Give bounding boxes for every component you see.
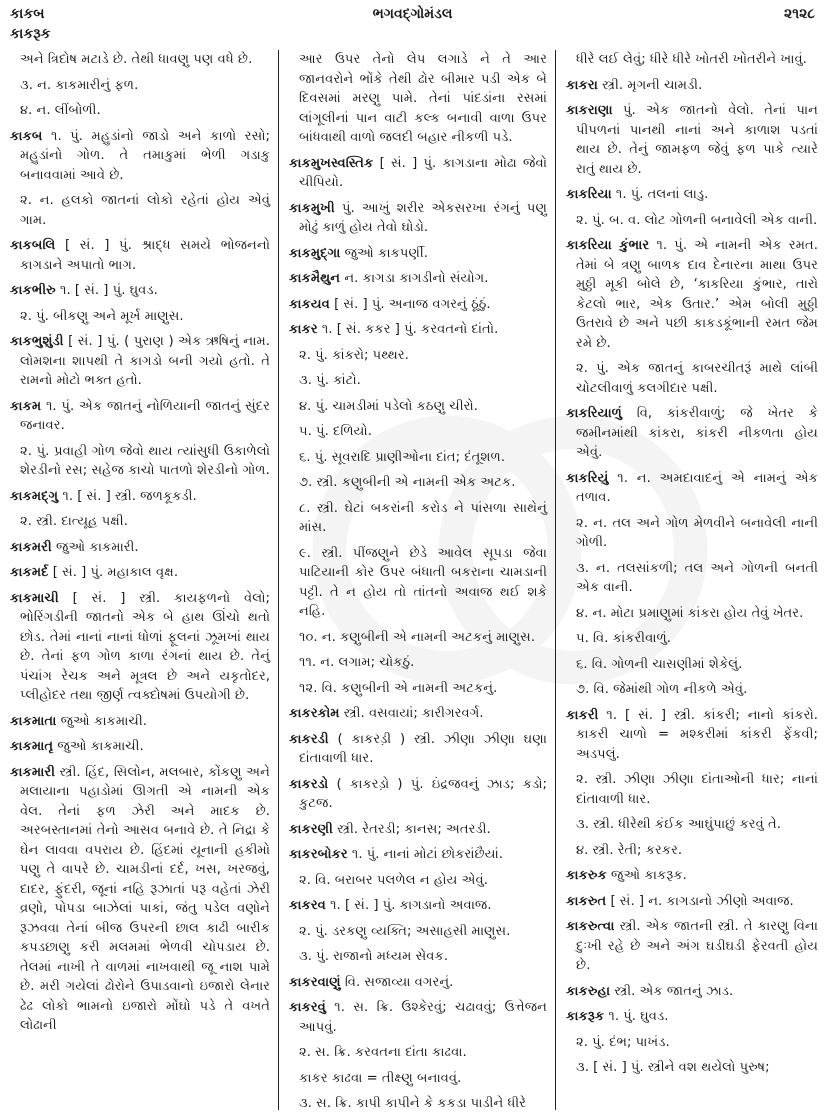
dictionary-entry	[566, 892, 818, 912]
dictionary-entry	[289, 320, 547, 340]
dictionary-entry	[566, 236, 818, 353]
entry-headword: કાકરુહા	[566, 983, 611, 999]
dictionary-entry	[289, 199, 547, 238]
entry-definition: સ્ત્રી. એક જાતનું ઝાડ.	[614, 983, 734, 999]
book-title: ભગવદ્ગોમંડલ	[372, 6, 453, 22]
entry-definition: ૧૦. ન. કણુબીની એ નામની અટકનું માણુસ.	[299, 629, 536, 645]
entry-sense	[289, 871, 547, 891]
entry-headword: કાકમુખસ્વસ્તિક	[289, 155, 374, 171]
entry-sense	[289, 653, 547, 673]
entry-sense	[10, 191, 270, 230]
entry-definition: ૧. ન. અમદાવાદનું એ નામનું એક તળાવ.	[576, 470, 818, 505]
dictionary-entry	[566, 469, 818, 508]
dictionary-entry	[10, 589, 270, 706]
entry-definition: ૧. પું. એક જાતનું નોળિયાની જાતનું સુંદર જનાવર.	[20, 398, 270, 433]
entry-definition: ૩. [ સં. ] પું. સ્ત્રીને વશ થયેલો પુરુષ;	[576, 1060, 770, 1075]
entry-sense	[566, 514, 818, 553]
dictionary-entry	[289, 244, 547, 264]
entry-definition: [ સં. ] સ્ત્રી. કાયફળનો વેલો; ભોરિંગડીની જાતનો એક બે હાથ ઊંચો થતો છોડ. તેમાં નાનાં નાનાં ધોળાં ફૂલનાં ઝૂમખાં થાય છે. તેનાં ફળ ગોળ કાળા રંગનાં થાય છે. તેનું પંચાંગ રેચક અને મૂત્રલ છે અને યકૃતોદર, પ્લીહોદર તથા જીર્ણ ત્વક્દોષમાં ઉપયોગી છે.	[20, 590, 270, 703]
entry-definition: કાકર કાઢવા = તીક્ષ્ણુ બનાવવું.	[299, 1070, 462, 1086]
dictionary-entry	[10, 236, 270, 275]
entry-headword: કાકમાચી	[10, 590, 59, 606]
entry-sense	[10, 101, 270, 121]
entry-sense	[566, 359, 818, 398]
entry-headword: કાકરાણા	[566, 103, 613, 118]
entry-headword: કાકમારી	[10, 764, 55, 780]
entry-definition: જુઓ કાકરૂક.	[611, 868, 687, 883]
entry-headword: કાકરી	[566, 707, 599, 723]
entry-definition: ૩. સ. ક્રિ. કાપી કાપીને કે કકડા પાડીને ધીરે	[299, 1096, 526, 1110]
dictionary-entry	[289, 820, 547, 840]
entry-definition: ૪. સ્ત્રી. રેતી; કરકર.	[576, 842, 683, 858]
entry-definition: ૨. પું. પ્રવાહી ગોળ જેવો થાય ત્યાંસુધી ઉકાળેલો શેરડીનો રસ; સહેજ કાચો પાતળો શેરડીનો ગોળ.	[20, 443, 270, 478]
entry-definition: પું. એક જાતનો વેલો. તેનાં પાન પીપળનાં પાનથી નાનાં અને કાળાશ પડતાં થાય છે. તેનું જામફળ જેવું ફળ પાકે ત્યારે રાતું થાય છે.	[576, 103, 818, 177]
entry-sense	[289, 346, 547, 366]
dictionary-entry	[289, 154, 547, 193]
entry-sense	[566, 559, 818, 598]
entry-sense	[289, 473, 547, 493]
entry-sense	[566, 841, 818, 861]
entry-definition: [ સં. ] ન. કાગડાનો ઝીણો અવાજ.	[610, 893, 794, 909]
entry-definition: જુઓ કાકમાચી.	[60, 713, 147, 729]
entry-definition: ૧. [ સં. ] પું. ઘુવડ.	[60, 283, 158, 298]
entry-headword: કાકરિયા	[566, 187, 612, 202]
page-number: ૨૧૨૮	[784, 6, 815, 22]
entry-definition: ૬. પું. સૂવરાદિ પ્રાણીઓના દાંત; દંતૂશળ.	[299, 449, 506, 465]
entry-sense	[566, 629, 818, 649]
entry-definition: ૨. પું. બીકણુ અને મૂર્ખ માણુસ.	[20, 308, 184, 324]
entry-headword: કાકમુખી	[289, 200, 335, 216]
entry-definition: ૧. [ સં. ] સ્ત્રી. જળકૂકડી.	[62, 488, 197, 504]
entry-headword: કાકમ	[10, 398, 42, 414]
entry-headword: કાકબલિ	[10, 238, 56, 253]
entry-definition: ૩. પું. કાંટો.	[299, 373, 361, 388]
dictionary-entry	[10, 397, 270, 436]
entry-headword: કાકરણી	[289, 821, 333, 837]
entry-definition: [ સં. ] પું. મહાકાલ વૃક્ષ.	[52, 565, 179, 580]
entry-definition: વિ, કાંકરીવાળું; જે ખેતર કે જમીનમાંથી કાંકરા, કાંકરી નીકળતા હોય એવું.	[576, 406, 818, 460]
entry-definition: ૩. સ્ત્રી. ધીરેથી કંઈક આઘુંપાછું કરવું તે.	[576, 817, 781, 832]
dictionary-entry	[289, 973, 547, 993]
column-2	[278, 50, 555, 1110]
entry-definition: જુઓ કાકમાચી.	[57, 739, 144, 754]
entry-sense	[289, 448, 547, 468]
entry-definition: ૧. પું. તલનાં લાડુ.	[615, 187, 709, 202]
dictionary-entry	[566, 706, 818, 765]
dictionary-entry	[566, 101, 818, 179]
entry-sense	[566, 680, 818, 700]
entry-definition: ૨. ન. હલકો જાતનાં લોકો રહેતાં હોય એવું ગામ.	[20, 193, 270, 228]
entry-headword: કાકરબોકર	[289, 847, 348, 862]
entry-definition: ૧૧. ન. લગામ; ચોકઠું.	[299, 655, 415, 670]
entry-headword: કાકમરી	[10, 539, 52, 555]
entry-headword: કાકરવું	[289, 1000, 326, 1015]
entry-headword: કાકરૂક	[566, 1009, 605, 1024]
dictionary-entry	[289, 704, 547, 724]
entry-sense	[10, 50, 270, 70]
entry-definition: ( કાકરડ઼ો ) પું. ઇંદ્રજવનું ઝાડ; કડો; કુટજ.	[299, 776, 547, 811]
entry-definition: ૨. સ્ત્રી. દાત્યૂહ પક્ષી.	[20, 514, 128, 529]
entry-definition: ૨. વિ. બરાબર પલળેલ ન હોય એવું.	[299, 872, 488, 888]
entry-definition: ૭. સ્ત્રી. કણુબીની એ નામની એક અટક.	[299, 475, 516, 490]
dictionary-entry	[566, 982, 818, 1002]
entry-definition: [ સં. ] પું. અનાજ વગરનું ઠૂંઠું.	[334, 296, 491, 312]
entry-sense	[289, 397, 547, 417]
dictionary-entry	[566, 185, 818, 205]
entry-headword: કાકમુદ્ગા	[289, 245, 341, 261]
entry-sense	[289, 371, 547, 391]
dictionary-columns	[10, 50, 820, 1110]
entry-sense	[289, 628, 547, 648]
dictionary-entry	[10, 563, 270, 583]
entry-headword: કાકમૈથુન	[289, 271, 341, 286]
entry-headword: કાકભીરુ	[10, 283, 56, 298]
entry-definition: ૨. ન. તલ અને ગોળ મેળવીને બનાવેલી નાની ગોળી.	[576, 515, 818, 550]
entry-definition: અને ત્રિદોષ મટાડે છે. તેથી ધાવણુ પણ વધે છે.	[20, 52, 253, 67]
entry-headword: કાકરુત	[566, 893, 607, 909]
entry-definition: ૨. પું. બ. વ. લોટ ગોળની બનાવેલી એક વાની.	[576, 212, 818, 228]
entry-headword: કાકરવાણું	[289, 974, 341, 990]
dictionary-entry	[289, 775, 547, 814]
dictionary-entry	[289, 845, 547, 865]
entry-definition: [ સં. ] પું. શ્રાદ્ધ સમયે ભોજનનો કાગડાને અપાતો ભાગ.	[20, 238, 270, 273]
entry-definition: ૨. સ. ક્રિ. કરવતના દાંતા કાઢવા.	[299, 1045, 467, 1060]
dictionary-entry	[289, 295, 547, 315]
dictionary-entry	[10, 332, 270, 391]
entry-definition: ૩. ન. કાકમારીનું ફળ.	[20, 77, 139, 93]
dictionary-entry	[10, 763, 270, 1036]
entry-definition: સ્ત્રી. મૃગની ચામડી.	[602, 77, 703, 93]
entry-definition: સ્ત્રી. વસવાયાં; કારીગરવર્ગ.	[343, 706, 484, 721]
entry-sense	[566, 655, 818, 675]
entry-definition: ૫. પું. દળિયો.	[299, 424, 372, 439]
entry-definition: પું. આખું શરીર એકસરખા રંગનું પણુ મોઢું કાળું હોય તેવો ઘોડો.	[299, 200, 547, 235]
entry-definition: [ સં. ] પું. કાગડાના મોઢા જેવો ચીપિયો.	[299, 155, 547, 190]
entry-sense	[10, 307, 270, 327]
entry-headword: કાકરિયું	[566, 470, 609, 486]
entry-sense	[566, 1033, 818, 1053]
entry-headword: કાકમાતા	[10, 713, 57, 729]
entry-definition: ૧. પું. નાનાં મોટાં છોકરાંછૈયાં.	[351, 847, 503, 862]
column-1	[10, 50, 278, 1110]
entry-definition: ૭. વિ. જેમાંથી ગોળ નીકળે એવું.	[576, 682, 748, 697]
entry-headword: કાકભુશુંડી	[10, 334, 64, 349]
entry-headword: કાકમર્દ	[10, 565, 49, 580]
entry-headword: કાકયવ	[289, 296, 330, 312]
entry-definition: જુઓ કાકમારી.	[55, 539, 139, 555]
entry-headword: કાકરિયા કુંભાર	[566, 238, 650, 253]
entry-definition: ૨. પું. એક જાતનું કાબરચીતરૂં માથે લાંબી ચોટલીવાળું કલગીદાર પક્ષી.	[576, 361, 818, 396]
dictionary-entry	[289, 998, 547, 1037]
entry-headword: કાકર	[289, 322, 318, 337]
entry-definition: ૧. [ સં. ] સ્ત્રી. કાંકરી; નાનો કાંકરો. કાકરી ચાળો = મશ્કરીમાં કાંકરી ફેંકવી; અડપલું.	[576, 707, 818, 762]
entry-sense	[289, 1043, 547, 1063]
entry-sense	[566, 1058, 818, 1078]
entry-definition: ૩. ન. તલસાંકળી; તલ અને ગોળની બનતી એક વાની.	[576, 560, 818, 595]
entry-definition: આર ઉપર તેનો લેપ લગાડે ને તે આર જાનવરોને ભોંકે તેથી ઢોર બીમાર પડી એક બે દિવસમાં મરણુ પામે. તેનાં પાંદડાંના રસમાં લાંગૂલીનાં પાન વાટી કલ્ક બનાવી વાળા ઉપર બાંધવાથી વાળો જલદી બહાર નીકળી પડે.	[299, 52, 547, 145]
entry-definition: ૨. પું. કાંકરો; પથ્થર.	[299, 347, 409, 363]
entry-definition: ૫. વિ. કાંકરીવાળું.	[576, 631, 671, 646]
entry-definition: ૨. પું. ડરકણુ વ્યક્તિ; અસાહસી માણુસ.	[299, 923, 511, 939]
entry-sense	[566, 211, 818, 231]
dictionary-entry	[289, 269, 547, 289]
entry-sense	[289, 499, 547, 538]
entry-headword: કાકરડી	[289, 731, 329, 747]
entry-definition: ૩. પું. રાજાનો મધ્યમ સેવક.	[299, 949, 449, 964]
entry-definition: ૧. [ સં. કકર ] પું. કરવતનો દાંતો.	[321, 322, 499, 337]
entry-headword: કાકરુક	[566, 868, 607, 883]
entry-headword: કાકરિયાળું	[566, 406, 622, 421]
entry-sense	[10, 512, 270, 532]
entry-definition: ૧. સ. ક્રિ. ઉશ્કેરવું; ચઢાવવું; ઉત્તેજન આપવું.	[299, 1000, 548, 1035]
entry-definition: ( કાકરડ઼ી ) સ્ત્રી. ઝીણા ઝીણા ઘણા દાંતાવાળી ધાર.	[299, 731, 547, 766]
entry-definition: ૧૨. વિ. કણુબીની એ નામની અટકનું.	[299, 680, 498, 696]
dictionary-entry	[566, 404, 818, 463]
entry-sense	[566, 815, 818, 835]
entry-definition: ૪. ન. લીંબોળી.	[20, 103, 101, 118]
entry-definition: ૨. પું. દંભ; પાખંડ.	[576, 1034, 670, 1050]
dictionary-entry	[566, 917, 818, 976]
entry-sense	[10, 442, 270, 481]
entry-headword: કાકરકોમ	[289, 706, 340, 721]
entry-sense	[566, 604, 818, 624]
entry-definition: ૨. સ્ત્રી. ઝીણા ઝીણા દાંતાઓની ધાર; નાનાં દાંતાવાળી ધાર.	[576, 772, 818, 807]
dictionary-entry	[10, 127, 270, 186]
dictionary-entry	[10, 538, 270, 558]
entry-headword: કાકમદ્ગુ	[10, 488, 59, 504]
entry-headword: કાકરુત્વા	[566, 919, 615, 934]
dictionary-entry	[10, 487, 270, 507]
entry-sense	[566, 770, 818, 809]
guide-word-left: કાકબ	[10, 6, 45, 22]
entry-definition: ૧. પું. એ નામની એક રમત. તેમાં બે ત્રણુ બાળક દાવ દેનારના માથા ઉપર મુઠ્ઠી મૂકી બોલે છે, ‘કાકરિયા કુંભાર, તારો કેટલો ભાર, એક ઉતાર.’ એમ બોલી મુઠ્ઠી ઉતરાવે છે અને પછી કાકડકૂંભાની રમત જેમ રમે છે.	[576, 238, 818, 351]
entry-definition: ૪. ન. મોટા પ્રમાણુમાં કાંકરા હોય તેવું ખેતર.	[576, 605, 804, 621]
entry-headword: કાકરડો	[289, 776, 329, 792]
entry-definition: ૧. પું. ઘુવડ.	[608, 1009, 669, 1024]
entry-definition: ૪. પું. ચામડીમાં પડેલો કઠણુ ચીરો.	[299, 398, 478, 414]
entry-headword: કાકરા	[566, 77, 598, 93]
entry-definition: [ સં. ] પું. ( પુરાણ ) એક ઋષિનું નામ. લોમશના શાપથી તે કાગડો બની ગયો હતો. તે રામનો મોટો ભક્ત હતો.	[20, 334, 270, 388]
entry-sense	[289, 422, 547, 442]
dictionary-entry	[289, 896, 547, 916]
dictionary-entry	[10, 712, 270, 732]
entry-definition: સ્ત્રી. એક જાતની સ્ત્રી. તે કારણુ વિના દુઃખી રહે છે અને અંગ ઘડીઘડી ફેરવતી હોય છે.	[576, 919, 818, 973]
dictionary-entry	[566, 76, 818, 96]
entry-sense	[289, 947, 547, 967]
entry-definition: ૧. [ સં. ] પું. કાગડાનો અવાજ.	[330, 898, 492, 913]
entry-sense	[289, 679, 547, 699]
dictionary-entry	[10, 737, 270, 757]
entry-definition: જુઓ કાકપર્ણી.	[344, 245, 428, 261]
entry-definition: ૧. પું. મહુડાંનો જાડો અને કાળો રસો; મહુડાંનો ગોળ. તે તમાકુમાં ભેળી ગડાકુ બનાવવામાં આવે છે.	[20, 128, 270, 183]
entry-definition: ૯. સ્ત્રી. પીંજણુને છેડે આવેલ સૂપડા જેવા પાટિયાની કોર ઉપર બંધાતી બકરાના ચામડાની પટ્ટી. તે ન હોય તો તાંતનો અવાજ થઈ શકે નહિ.	[299, 545, 547, 619]
entry-headword: કાકરવ	[289, 898, 326, 913]
dictionary-entry	[289, 730, 547, 769]
entry-definition: સ્ત્રી. રેતરડી; કાનસ; અતરડી.	[337, 821, 491, 837]
entry-sense	[289, 544, 547, 622]
column-3	[555, 50, 820, 1110]
entry-sense	[289, 922, 547, 942]
entry-headword: કાકબ	[10, 128, 43, 144]
entry-definition: ૮. સ્ત્રી. ઘેટાં બકરાંની કરોડ ને પાંસળા સાથેનું માંસ.	[299, 500, 547, 535]
entry-sense	[10, 76, 270, 96]
entry-definition: ધીરે લઈ લેવું; ધીરે ધીરે ખોતરી ખોતરીને ખાવું.	[576, 52, 807, 67]
entry-definition: ૬. વિ. ગોળની ચાસણીમાં શેકેલું.	[576, 656, 743, 672]
entry-sense	[566, 50, 818, 70]
entry-headword: કાકમાતૃ	[10, 739, 54, 754]
dictionary-entry	[566, 1007, 818, 1027]
entry-sense	[289, 1069, 547, 1089]
entry-definition: વિ. સજાવ્યા વગરનું.	[344, 974, 454, 990]
page-header	[10, 6, 815, 28]
dictionary-entry	[566, 866, 818, 886]
entry-sense	[289, 1094, 547, 1110]
entry-sense	[289, 50, 547, 148]
entry-definition: સ્ત્રી. હિંદ, સિલોન, મલબાર, કોંકણુ અને મલાયાના પહાડોમાં ઊગતી એ નામની એક વેલ. તેનાં ફળ ઝેરી અને માદક છે. અરબસ્તાનમાં તેનો આસવ બનાવે છે. તે નિદ્રા કે ઘેન લાવવા વપરાય છે. હિંદમાં યૂનાની હકીમો પણુ તે વાપરે છે. ચામડીનાં દર્દ, ખસ, ખરજવું, દાદર, ફુંદરી, જૂનાં નહિ રૂઝાતાં પરૂ વહેતાં ઝેરી વ્રણો, પોપડા બાઝેલાં પાકાં, જંતુ પડેલ વણોને રૂઝવવા તેનાં બીજ ઉપરની છાલ કાઢી બારીક કપડછાણુ કરી મલમમાં ભેળવી ચોપડાય છે. તેલમાં નાખી તે વાળમાં નાખવાથી જૂ નાશ પામે છે. મરી ગયેલાં ઢોરોને ઉપાડવાનો ઇજારો લેનાર ઢેઢ લોકો ભામનો ઇજારો મોંઘો પડે તે વખતે લોઢાની	[20, 764, 270, 1033]
guide-word-right: કાકરૂક	[10, 26, 51, 42]
dictionary-entry	[10, 281, 270, 301]
entry-definition: ન. કાગડા કાગડીનો સંયોગ.	[344, 271, 489, 286]
